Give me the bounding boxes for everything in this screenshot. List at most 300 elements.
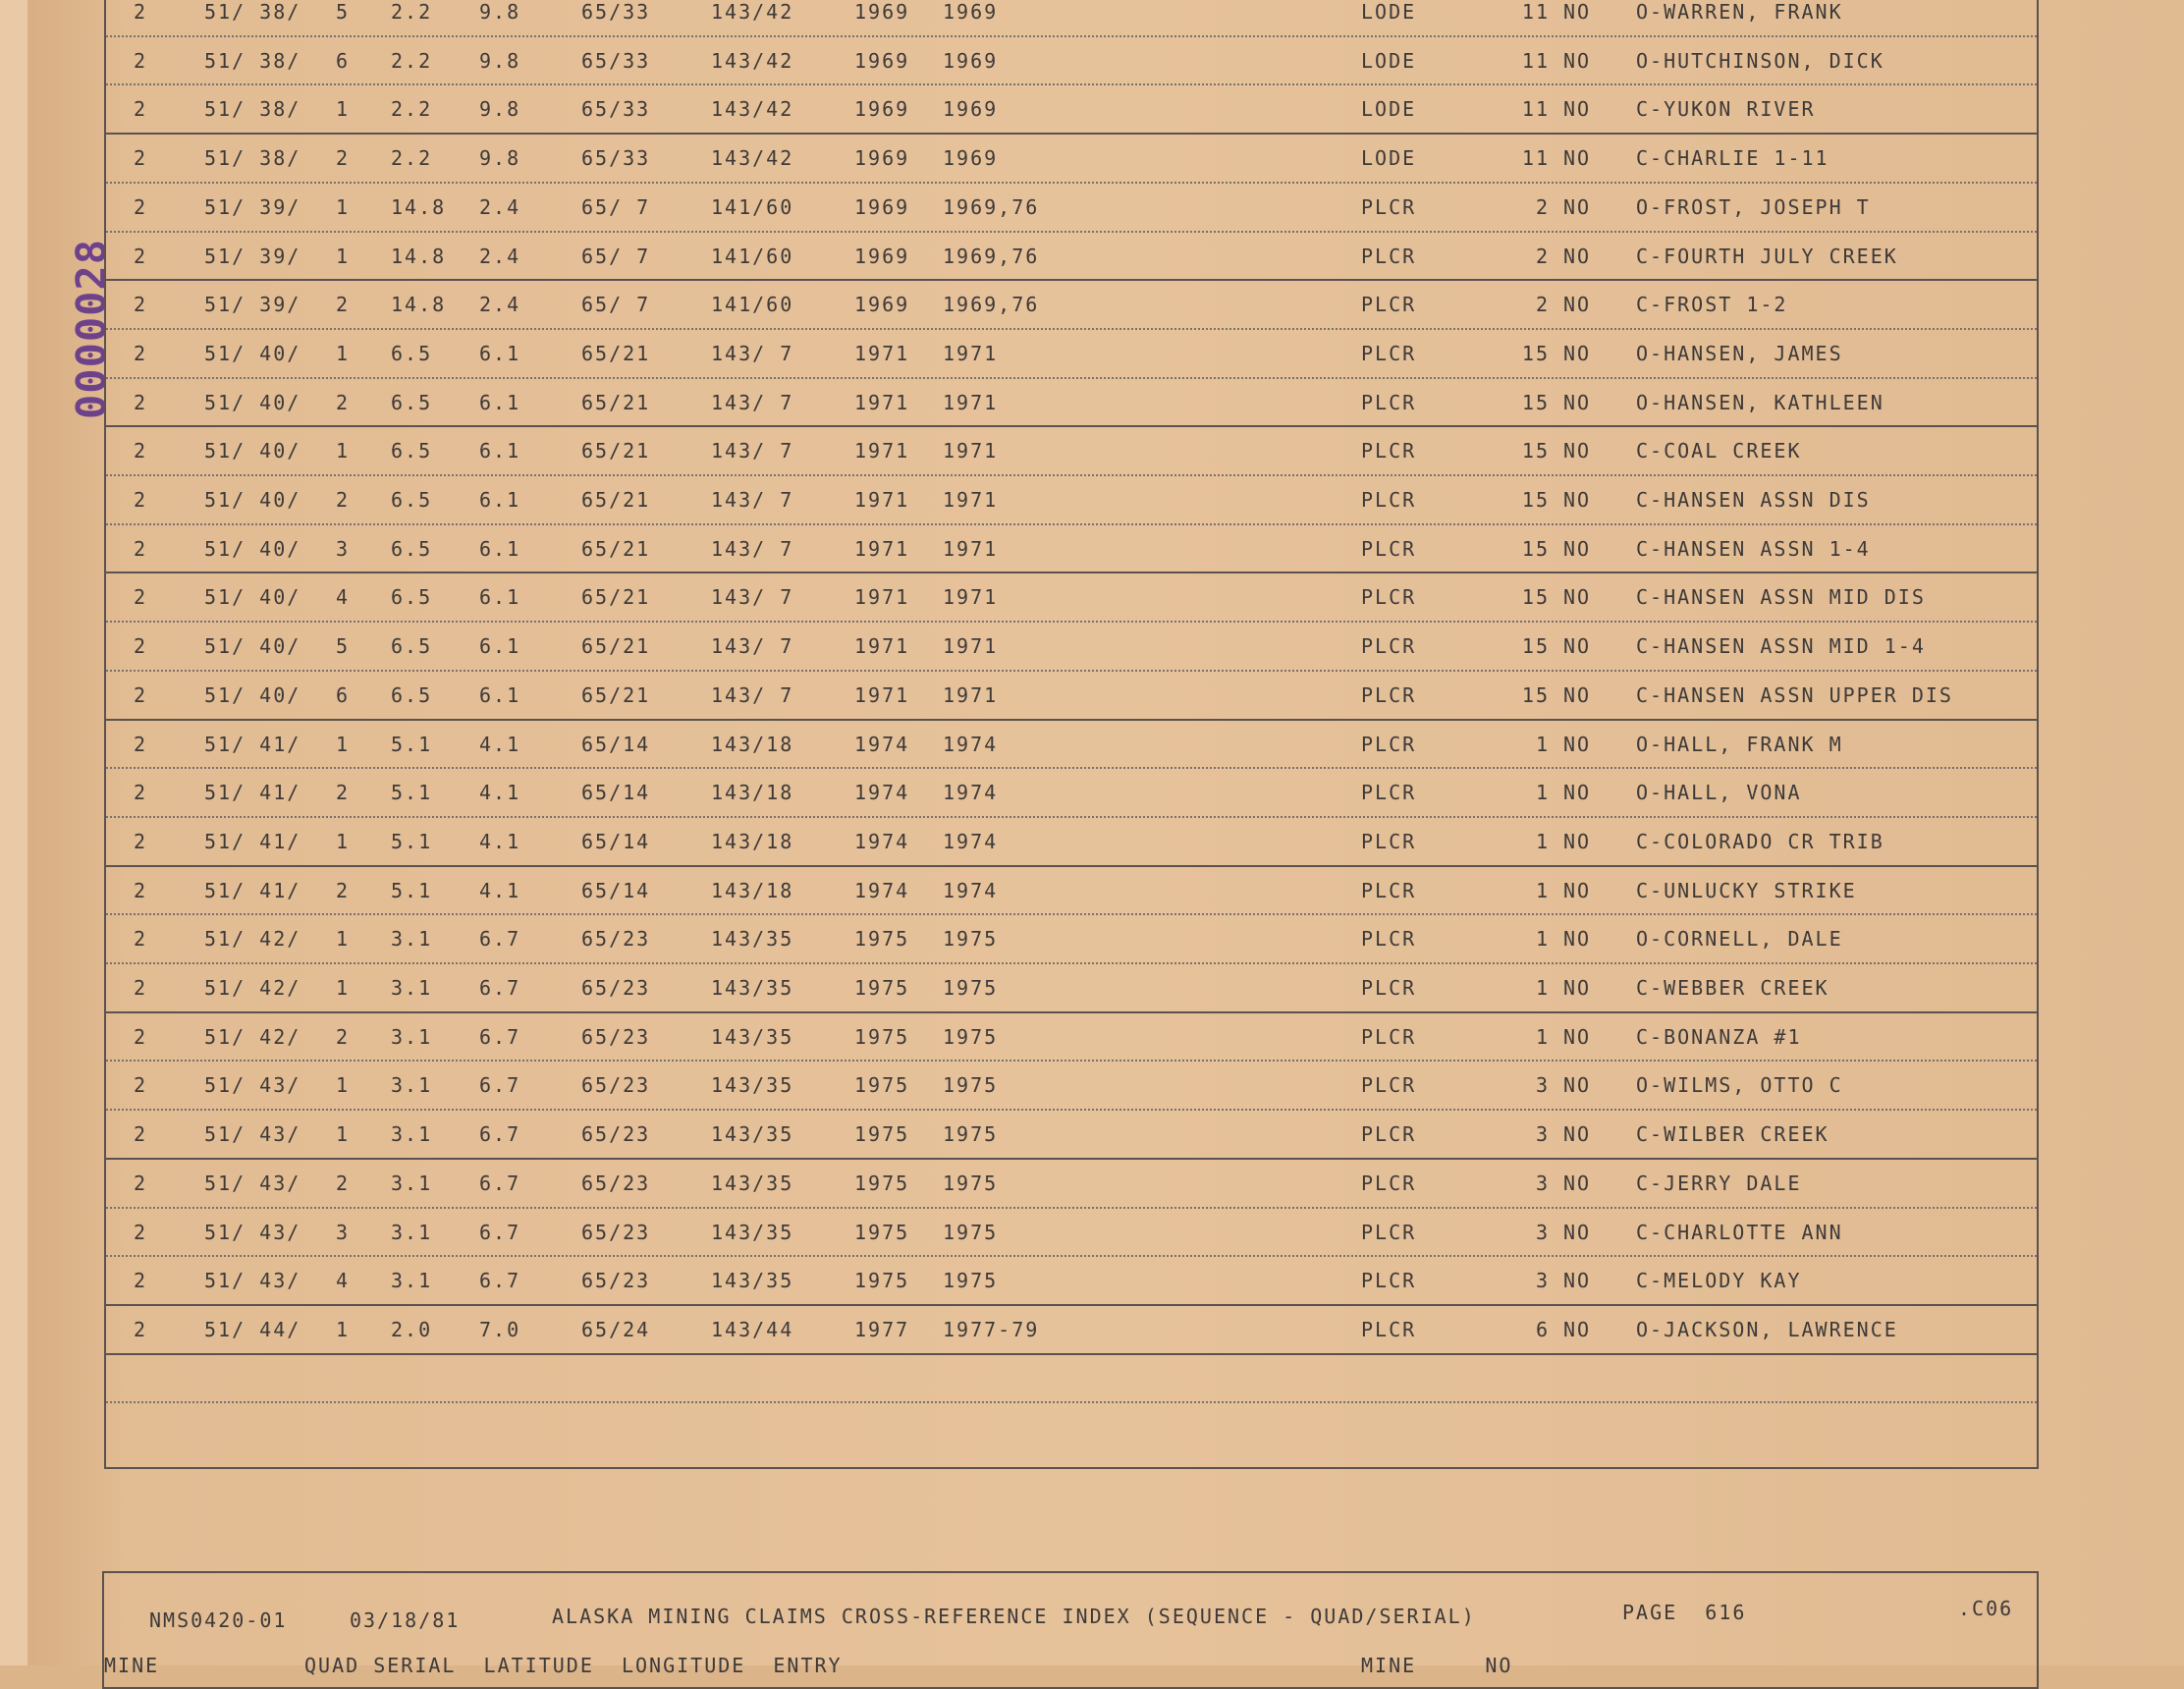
cell-kind: LODE <box>1361 97 1417 122</box>
cell-n: 15 <box>1521 682 1550 707</box>
cell-serial: 51/ 42/ <box>204 1024 301 1049</box>
cell-flag: NO <box>1563 1220 1592 1244</box>
cell-n: 11 <box>1521 97 1550 122</box>
cell-type: 2 <box>134 293 148 317</box>
cell-name: C-COAL CREEK <box>1636 439 1802 463</box>
report-code: .C06 <box>1958 1597 2014 1620</box>
cell-d2: 6.7 <box>479 976 521 1000</box>
cell-type: 2 <box>134 48 148 73</box>
cell-y2: 1971 <box>943 341 999 365</box>
cell-d1: 14.8 <box>391 244 447 268</box>
cell-d2: 6.7 <box>479 927 521 952</box>
cell-y2: 1971 <box>943 634 999 659</box>
cell-seq: 1 <box>336 829 351 853</box>
cell-y1: 1974 <box>854 878 910 902</box>
cell-kind: PLCR <box>1361 634 1417 659</box>
cell-y2: 1971 <box>943 536 999 561</box>
cell-lat: 65/23 <box>581 1171 651 1195</box>
table-row <box>106 621 2037 672</box>
table-row <box>106 913 2037 964</box>
cell-serial: 51/ 40/ <box>204 390 301 414</box>
cell-serial: 51/ 40/ <box>204 634 301 659</box>
cell-flag: NO <box>1563 878 1592 902</box>
cell-d2: 9.8 <box>479 0 521 24</box>
cell-lat: 65/ 7 <box>581 244 651 268</box>
cell-flag: NO <box>1563 439 1592 463</box>
cell-n: 1 <box>1535 878 1550 902</box>
cell-type: 2 <box>134 439 148 463</box>
cell-serial: 51/ 40/ <box>204 341 301 365</box>
cell-y2: 1977-79 <box>943 1317 1040 1341</box>
cell-lat: 65/33 <box>581 146 651 171</box>
cell-name: C-YUKON RIVER <box>1636 97 1816 122</box>
cell-flag: NO <box>1563 1122 1592 1147</box>
cell-d1: 6.5 <box>391 488 433 512</box>
cell-serial: 51/ 41/ <box>204 829 301 853</box>
cell-name: C-CHARLOTTE ANN <box>1636 1220 1843 1244</box>
cell-d2: 6.1 <box>479 341 521 365</box>
cell-y1: 1975 <box>854 976 910 1000</box>
cell-lat: 65/21 <box>581 488 651 512</box>
cell-y2: 1969 <box>943 97 999 122</box>
cell-type: 2 <box>134 146 148 171</box>
cell-y2: 1975 <box>943 927 999 952</box>
cell-y2: 1969 <box>943 146 999 171</box>
table-row <box>106 279 2037 330</box>
cell-type: 2 <box>134 829 148 853</box>
cell-d1: 3.1 <box>391 1171 433 1195</box>
cell-name: C-JERRY DALE <box>1636 1171 1802 1195</box>
cell-kind: PLCR <box>1361 536 1417 561</box>
cell-type: 2 <box>134 194 148 219</box>
cell-d2: 6.7 <box>479 1171 521 1195</box>
cell-n: 6 <box>1535 1317 1550 1341</box>
cell-n: 1 <box>1535 829 1550 853</box>
cell-type: 2 <box>134 1317 148 1341</box>
cell-y1: 1975 <box>854 927 910 952</box>
cell-seq: 2 <box>336 488 351 512</box>
cell-d2: 4.1 <box>479 878 521 902</box>
cell-flag: NO <box>1563 0 1592 24</box>
table-row <box>106 719 2037 770</box>
cell-seq: 2 <box>336 146 351 171</box>
cell-d1: 6.5 <box>391 439 433 463</box>
cell-d1: 3.1 <box>391 1073 433 1098</box>
cell-y2: 1975 <box>943 1220 999 1244</box>
cell-type: 2 <box>134 634 148 659</box>
cell-y2: 1975 <box>943 1269 999 1293</box>
cell-d2: 6.7 <box>479 1024 521 1049</box>
cell-seq: 5 <box>336 634 351 659</box>
cell-y2: 1975 <box>943 1171 999 1195</box>
cell-d2: 6.1 <box>479 634 521 659</box>
cell-name: C-CHARLIE 1-11 <box>1636 146 1829 171</box>
cell-d1: 5.1 <box>391 829 433 853</box>
cell-lat: 65/33 <box>581 0 651 24</box>
cell-d2: 6.1 <box>479 682 521 707</box>
cell-name: C-COLORADO CR TRIB <box>1636 829 1884 853</box>
cell-lon: 143/18 <box>711 781 794 805</box>
cell-serial: 51/ 43/ <box>204 1122 301 1147</box>
table-row <box>106 231 2037 282</box>
cell-flag: NO <box>1563 293 1592 317</box>
cell-kind: PLCR <box>1361 390 1417 414</box>
table-row <box>106 1158 2037 1209</box>
cell-y1: 1971 <box>854 634 910 659</box>
cell-lon: 143/ 7 <box>711 439 794 463</box>
cell-seq: 4 <box>336 1269 351 1293</box>
cell-kind: PLCR <box>1361 439 1417 463</box>
cell-kind: PLCR <box>1361 341 1417 365</box>
cell-type: 2 <box>134 976 148 1000</box>
cell-y2: 1969 <box>943 0 999 24</box>
table-row <box>106 83 2037 135</box>
cell-d1: 3.1 <box>391 1269 433 1293</box>
cell-lon: 143/42 <box>711 146 794 171</box>
cell-seq: 2 <box>336 878 351 902</box>
cell-lat: 65/14 <box>581 781 651 805</box>
cell-kind: PLCR <box>1361 1024 1417 1049</box>
cell-type: 2 <box>134 682 148 707</box>
cell-d2: 6.7 <box>479 1073 521 1098</box>
cell-lat: 65/ 7 <box>581 293 651 317</box>
cell-n: 11 <box>1521 48 1550 73</box>
cell-lon: 143/35 <box>711 927 794 952</box>
cell-d1: 3.1 <box>391 1024 433 1049</box>
cell-name: C-HANSEN ASSN DIS <box>1636 488 1871 512</box>
cell-type: 2 <box>134 244 148 268</box>
cell-kind: PLCR <box>1361 1317 1417 1341</box>
cell-y1: 1971 <box>854 390 910 414</box>
cell-n: 1 <box>1535 732 1550 756</box>
cell-d1: 3.1 <box>391 927 433 952</box>
cell-y1: 1974 <box>854 732 910 756</box>
cell-lat: 65/21 <box>581 634 651 659</box>
cell-lon: 143/ 7 <box>711 390 794 414</box>
cell-y1: 1975 <box>854 1220 910 1244</box>
cell-seq: 1 <box>336 732 351 756</box>
cell-type: 2 <box>134 781 148 805</box>
cell-name: C-FOURTH JULY CREEK <box>1636 244 1898 268</box>
table-row <box>106 670 2037 721</box>
cell-d2: 9.8 <box>479 146 521 171</box>
cell-serial: 51/ 43/ <box>204 1220 301 1244</box>
cell-d2: 6.1 <box>479 536 521 561</box>
table-row <box>106 523 2037 574</box>
cell-serial: 51/ 43/ <box>204 1269 301 1293</box>
cell-lon: 143/ 7 <box>711 585 794 610</box>
paper-edge <box>0 0 27 1665</box>
cell-name: C-FROST 1-2 <box>1636 293 1788 317</box>
column-header-left: MINE <box>104 1654 160 1677</box>
cell-d1: 6.5 <box>391 585 433 610</box>
cell-y1: 1969 <box>854 48 910 73</box>
cell-y1: 1974 <box>854 781 910 805</box>
cell-n: 3 <box>1535 1171 1550 1195</box>
cell-n: 15 <box>1521 390 1550 414</box>
cell-d1: 6.5 <box>391 536 433 561</box>
cell-lon: 143/35 <box>711 1171 794 1195</box>
cell-name: C-UNLUCKY STRIKE <box>1636 878 1857 902</box>
cell-kind: PLCR <box>1361 488 1417 512</box>
cell-d2: 4.1 <box>479 781 521 805</box>
cell-n: 1 <box>1535 976 1550 1000</box>
cell-n: 3 <box>1535 1073 1550 1098</box>
cell-seq: 2 <box>336 1171 351 1195</box>
cell-y1: 1971 <box>854 585 910 610</box>
cell-name: C-WEBBER CREEK <box>1636 976 1829 1000</box>
table-row <box>106 1255 2037 1306</box>
cell-y1: 1971 <box>854 341 910 365</box>
cell-seq: 1 <box>336 1122 351 1147</box>
cell-lon: 143/18 <box>711 878 794 902</box>
cell-kind: PLCR <box>1361 781 1417 805</box>
cell-seq: 1 <box>336 439 351 463</box>
table-row <box>106 865 2037 916</box>
cell-y1: 1975 <box>854 1024 910 1049</box>
cell-flag: NO <box>1563 1024 1592 1049</box>
cell-n: 15 <box>1521 341 1550 365</box>
table-row <box>106 425 2037 476</box>
cell-lon: 143/ 7 <box>711 634 794 659</box>
cell-lon: 143/18 <box>711 829 794 853</box>
cell-y2: 1971 <box>943 390 999 414</box>
cell-d2: 4.1 <box>479 829 521 853</box>
cell-serial: 51/ 43/ <box>204 1073 301 1098</box>
cell-flag: NO <box>1563 1073 1592 1098</box>
cell-d1: 5.1 <box>391 878 433 902</box>
cell-y2: 1974 <box>943 878 999 902</box>
cell-seq: 1 <box>336 341 351 365</box>
cell-type: 2 <box>134 927 148 952</box>
cell-kind: LODE <box>1361 0 1417 24</box>
cell-kind: LODE <box>1361 146 1417 171</box>
table-row <box>106 1304 2037 1355</box>
cell-d1: 3.1 <box>391 1220 433 1244</box>
cell-y1: 1969 <box>854 194 910 219</box>
cell-lat: 65/14 <box>581 878 651 902</box>
cell-d2: 6.1 <box>479 585 521 610</box>
cell-y1: 1971 <box>854 682 910 707</box>
cell-seq: 1 <box>336 1073 351 1098</box>
cell-name: O-WILMS, OTTO C <box>1636 1073 1843 1098</box>
cell-lon: 143/42 <box>711 97 794 122</box>
report-date: 03/18/81 <box>350 1608 461 1632</box>
cell-kind: PLCR <box>1361 927 1417 952</box>
cell-name: O-FROST, JOSEPH T <box>1636 194 1871 219</box>
cell-flag: NO <box>1563 488 1592 512</box>
table-row <box>106 133 2037 184</box>
cell-name: O-WARREN, FRANK <box>1636 0 1843 24</box>
cell-type: 2 <box>134 585 148 610</box>
cell-name: C-HANSEN ASSN MID DIS <box>1636 585 1926 610</box>
cell-y2: 1971 <box>943 439 999 463</box>
program-id: NMS0420-01 <box>149 1608 288 1632</box>
cell-y2: 1971 <box>943 682 999 707</box>
cell-n: 11 <box>1521 0 1550 24</box>
cell-seq: 4 <box>336 585 351 610</box>
cell-seq: 2 <box>336 390 351 414</box>
page-number: PAGE 616 <box>1622 1601 1747 1624</box>
cell-lat: 65/21 <box>581 585 651 610</box>
cell-lon: 143/35 <box>711 976 794 1000</box>
cell-name: O-HANSEN, JAMES <box>1636 341 1843 365</box>
report-header-box <box>102 1571 2039 1689</box>
cell-lat: 65/21 <box>581 536 651 561</box>
cell-type: 2 <box>134 341 148 365</box>
cell-y1: 1977 <box>854 1317 910 1341</box>
cell-flag: NO <box>1563 732 1592 756</box>
cell-kind: PLCR <box>1361 1122 1417 1147</box>
cell-seq: 1 <box>336 194 351 219</box>
cell-d2: 7.0 <box>479 1317 521 1341</box>
cell-d2: 6.7 <box>479 1220 521 1244</box>
cell-flag: NO <box>1563 341 1592 365</box>
cell-seq: 2 <box>336 781 351 805</box>
cell-name: O-CORNELL, DALE <box>1636 927 1843 952</box>
cell-name: C-HANSEN ASSN MID 1-4 <box>1636 634 1926 659</box>
cell-seq: 6 <box>336 48 351 73</box>
cell-type: 2 <box>134 732 148 756</box>
column-header-mid: QUAD SERIAL LATITUDE LONGITUDE ENTRY <box>304 1654 843 1677</box>
cell-kind: PLCR <box>1361 829 1417 853</box>
cell-d1: 2.2 <box>391 48 433 73</box>
cell-n: 1 <box>1535 781 1550 805</box>
cell-y1: 1969 <box>854 146 910 171</box>
cell-lon: 141/60 <box>711 293 794 317</box>
cell-d1: 14.8 <box>391 293 447 317</box>
cell-lat: 65/21 <box>581 682 651 707</box>
cell-y2: 1971 <box>943 488 999 512</box>
cell-n: 3 <box>1535 1220 1550 1244</box>
cell-kind: PLCR <box>1361 1220 1417 1244</box>
cell-d2: 6.7 <box>479 1122 521 1147</box>
cell-serial: 51/ 44/ <box>204 1317 301 1341</box>
cell-n: 3 <box>1535 1122 1550 1147</box>
cell-y2: 1974 <box>943 781 999 805</box>
cell-y1: 1971 <box>854 536 910 561</box>
cell-flag: NO <box>1563 927 1592 952</box>
cell-d1: 3.1 <box>391 1122 433 1147</box>
cell-kind: PLCR <box>1361 1171 1417 1195</box>
cell-kind: PLCR <box>1361 878 1417 902</box>
table-row <box>106 1060 2037 1111</box>
cell-seq: 2 <box>336 1024 351 1049</box>
cell-lon: 143/44 <box>711 1317 794 1341</box>
cell-y2: 1969,76 <box>943 244 1040 268</box>
cell-seq: 1 <box>336 976 351 1000</box>
cell-seq: 5 <box>336 0 351 24</box>
cell-seq: 1 <box>336 244 351 268</box>
cell-kind: PLCR <box>1361 293 1417 317</box>
cell-type: 2 <box>134 1073 148 1098</box>
cell-d1: 2.2 <box>391 97 433 122</box>
cell-serial: 51/ 39/ <box>204 244 301 268</box>
cell-n: 2 <box>1535 194 1550 219</box>
cell-name: C-MELODY KAY <box>1636 1269 1802 1293</box>
cell-y2: 1971 <box>943 585 999 610</box>
table-row <box>106 328 2037 379</box>
cell-d2: 6.1 <box>479 439 521 463</box>
cell-kind: PLCR <box>1361 244 1417 268</box>
cell-serial: 51/ 40/ <box>204 682 301 707</box>
cell-flag: NO <box>1563 634 1592 659</box>
cell-d1: 3.1 <box>391 976 433 1000</box>
cell-y1: 1975 <box>854 1122 910 1147</box>
cell-type: 2 <box>134 1269 148 1293</box>
cell-lon: 141/60 <box>711 244 794 268</box>
cell-flag: NO <box>1563 97 1592 122</box>
cell-n: 15 <box>1521 585 1550 610</box>
cell-lat: 65/23 <box>581 1220 651 1244</box>
cell-name: O-JACKSON, LAWRENCE <box>1636 1317 1898 1341</box>
cell-type: 2 <box>134 878 148 902</box>
cell-flag: NO <box>1563 781 1592 805</box>
cell-lat: 65/23 <box>581 976 651 1000</box>
cell-d1: 2.2 <box>391 0 433 24</box>
cell-flag: NO <box>1563 829 1592 853</box>
cell-y1: 1971 <box>854 439 910 463</box>
table-row <box>106 377 2037 428</box>
cell-flag: NO <box>1563 146 1592 171</box>
cell-name: C-WILBER CREEK <box>1636 1122 1829 1147</box>
cell-y1: 1971 <box>854 488 910 512</box>
cell-lon: 141/60 <box>711 194 794 219</box>
cell-y2: 1969 <box>943 48 999 73</box>
cell-lon: 143/42 <box>711 0 794 24</box>
cell-n: 15 <box>1521 439 1550 463</box>
cell-d1: 6.5 <box>391 634 433 659</box>
cell-lat: 65/23 <box>581 1073 651 1098</box>
table-row <box>106 767 2037 818</box>
cell-y1: 1974 <box>854 829 910 853</box>
cell-kind: PLCR <box>1361 1073 1417 1098</box>
table-row <box>106 1207 2037 1258</box>
cell-n: 15 <box>1521 536 1550 561</box>
report-title: ALASKA MINING CLAIMS CROSS-REFERENCE INDEX (SEQUENCE - QUAD/SERIAL) <box>552 1605 1476 1628</box>
cell-d1: 5.1 <box>391 781 433 805</box>
cell-y2: 1975 <box>943 976 999 1000</box>
cell-n: 11 <box>1521 146 1550 171</box>
cell-lon: 143/35 <box>711 1073 794 1098</box>
cell-lon: 143/35 <box>711 1269 794 1293</box>
cell-d2: 9.8 <box>479 97 521 122</box>
cell-serial: 51/ 42/ <box>204 927 301 952</box>
cell-seq: 1 <box>336 1317 351 1341</box>
cell-type: 2 <box>134 97 148 122</box>
claims-listing-table <box>104 0 2039 1469</box>
cell-serial: 51/ 38/ <box>204 97 301 122</box>
cell-d2: 4.1 <box>479 732 521 756</box>
table-row <box>106 572 2037 623</box>
cell-kind: PLCR <box>1361 732 1417 756</box>
cell-flag: NO <box>1563 585 1592 610</box>
cell-lat: 65/33 <box>581 48 651 73</box>
cell-name: C-HANSEN ASSN UPPER DIS <box>1636 682 1953 707</box>
cell-d2: 2.4 <box>479 293 521 317</box>
cell-serial: 51/ 39/ <box>204 194 301 219</box>
cell-seq: 1 <box>336 97 351 122</box>
cell-seq: 2 <box>336 293 351 317</box>
cell-flag: NO <box>1563 244 1592 268</box>
cell-y1: 1969 <box>854 244 910 268</box>
cell-seq: 3 <box>336 1220 351 1244</box>
cell-serial: 51/ 40/ <box>204 439 301 463</box>
cell-y2: 1974 <box>943 732 999 756</box>
cell-d1: 6.5 <box>391 390 433 414</box>
cell-serial: 51/ 40/ <box>204 585 301 610</box>
cell-seq: 6 <box>336 682 351 707</box>
